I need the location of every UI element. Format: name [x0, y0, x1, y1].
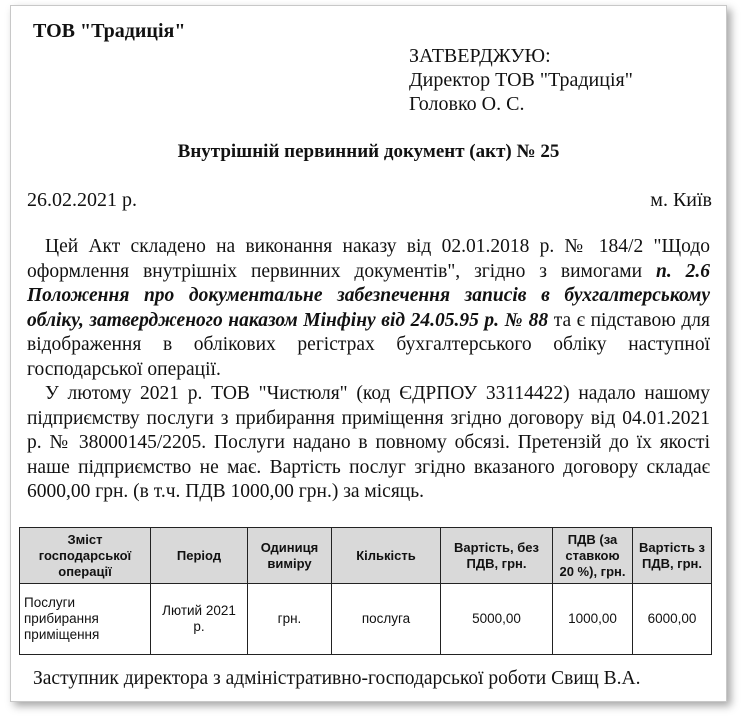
- paragraph-basis: [27, 235, 710, 382]
- table-cell: Послуги прибирання приміщення: [20, 584, 151, 655]
- approve-label: ЗАТВЕРДЖУЮ:: [409, 45, 551, 67]
- header-cell: Зміст господарської операції: [20, 528, 151, 584]
- regulation-reference: п. 2.6 Положення про документальне забезпечення записів в бухгалтерському обліку, затвердженого наказом Мінфіну від 24.05.95 р. № 88: [27, 260, 710, 331]
- approve-name: Головко О. С.: [409, 93, 525, 115]
- approve-position: Директор ТОВ "Традиція": [409, 69, 633, 91]
- header-cell: Вартість, без ПДВ, грн.: [441, 528, 553, 584]
- document-body: [27, 235, 710, 505]
- table-cell: грн.: [248, 584, 332, 655]
- table-cell: послуга: [332, 584, 441, 655]
- table-row: [20, 584, 712, 655]
- table-cell: 5000,00: [441, 584, 553, 655]
- table-cell: 6000,00: [633, 584, 712, 655]
- table-header-row: [20, 528, 712, 584]
- paragraph-basis-part2: та є підставою для відображення в облікових регістрах бухгалтерського обліку наступної господарської операції.: [27, 309, 710, 380]
- document-date: 26.02.2021 р.: [27, 189, 137, 211]
- operations-table: [19, 527, 712, 655]
- document-page: [10, 5, 727, 702]
- paragraph-basis-part1: Цей Акт складено на виконання наказу від 02.01.2018 р. № 184/2 "Щодо оформлення внутрішніх первинних документів", згідно з вимогами: [27, 236, 710, 282]
- table-cell: 1000,00: [553, 584, 633, 655]
- paragraph-operation: У лютому 2021 р. ТОВ "Чистюля" (код ЄДРПОУ 33114422) надало нашому підприємству послуги з прибирання приміщення згідно договору від 04.01.2021 р. № 38000145/2205. Послуги надано в повному обсязі. Претензій до їх якості наше підприємство не має. Вартість послуг згідно вказаного договору складає 6000,00 грн. (в т.ч. ПДВ 1000,00 грн.) за місяць.: [27, 383, 710, 502]
- document-city: м. Київ: [650, 189, 712, 211]
- document-title: Внутрішній первинний документ (акт) № 25: [177, 141, 560, 162]
- table-cell: Лютий 2021 р.: [151, 584, 248, 655]
- signatory-line: Заступник директора з адміністративно-господарської роботи Свищ В.А.: [33, 668, 641, 689]
- header-cell: ПДВ (за ставкою 20 %), грн.: [553, 528, 633, 584]
- header-cell: Кількість: [332, 528, 441, 584]
- approval-block: [409, 44, 633, 116]
- header-cell: Вартість з ПДВ, грн.: [633, 528, 712, 584]
- company-name: ТОВ "Традиція": [33, 20, 186, 42]
- header-cell: Період: [151, 528, 248, 584]
- header-cell: Одиниця виміру: [248, 528, 332, 584]
